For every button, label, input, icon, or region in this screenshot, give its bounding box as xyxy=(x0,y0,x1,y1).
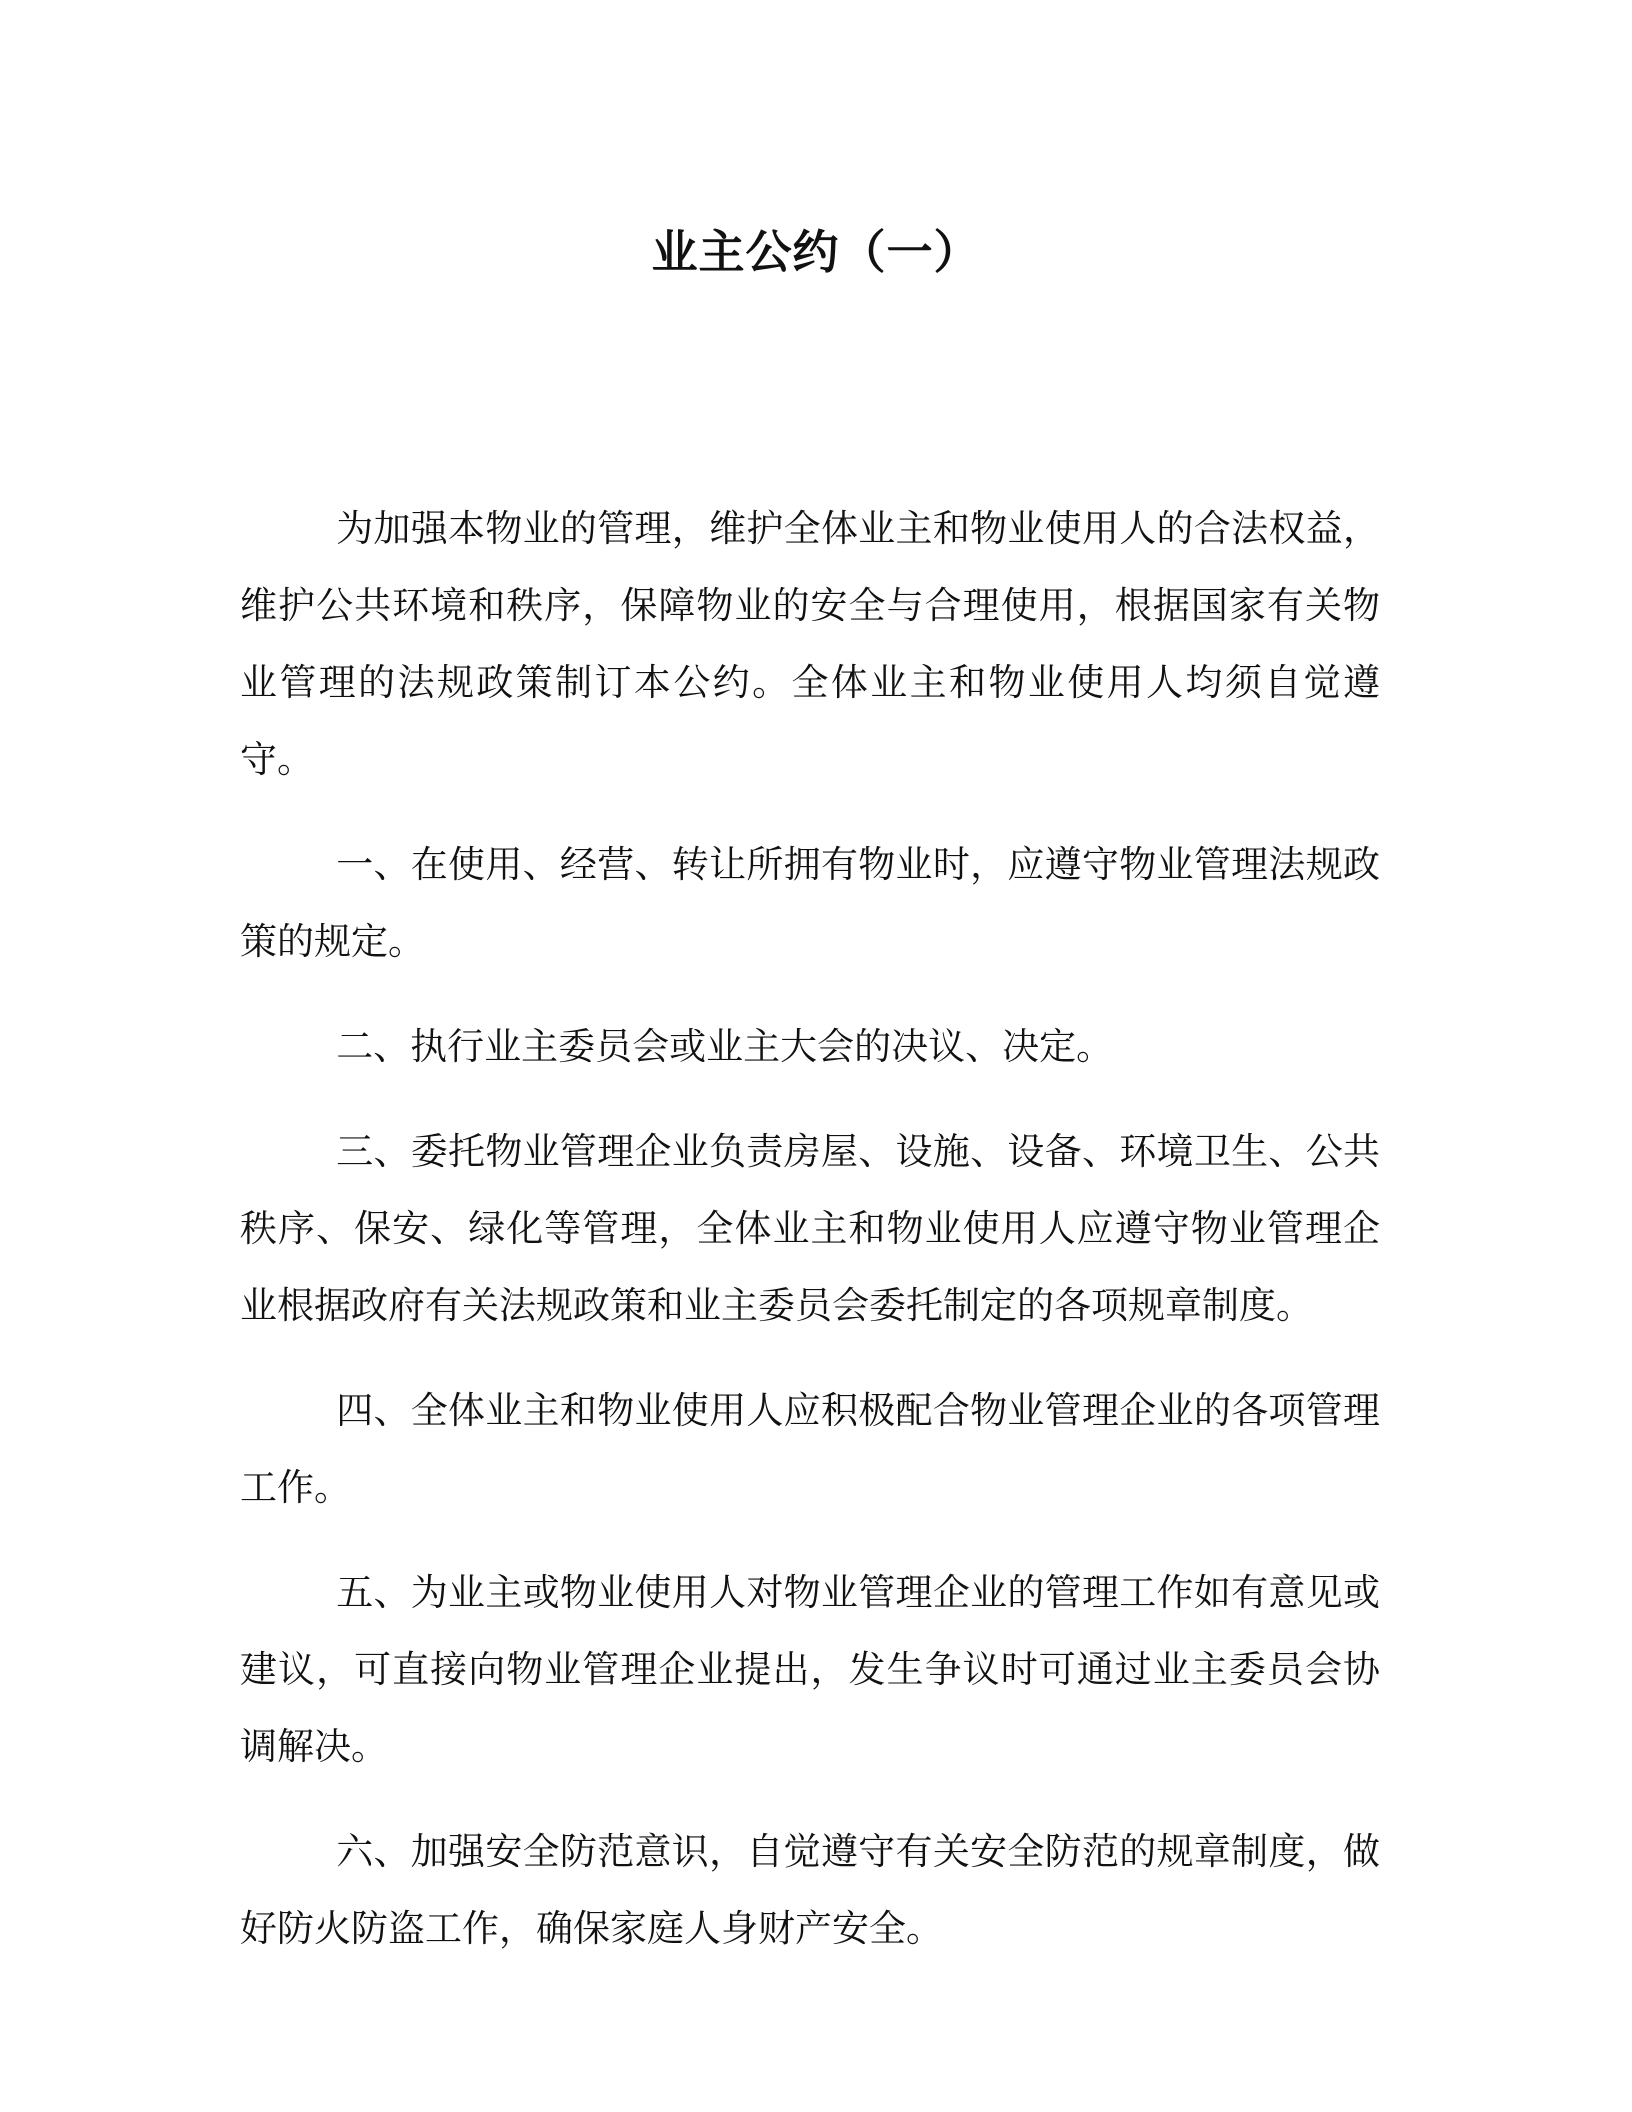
paragraph-clause-4: 四、全体业主和物业使用人应积极配合物业管理企业的各项管理工作。 xyxy=(240,1389,1380,1509)
paragraph-clause-2: 二、执行业主委员会或业主大会的决议、决定。 xyxy=(336,1025,1114,1068)
document-body xyxy=(240,490,1380,1995)
document-title: 业主公约（一） xyxy=(651,225,981,279)
paragraph-clause-3: 三、委托物业管理企业负责房屋、设施、设备、环境卫生、公共秩序、保安、绿化等管理，全体业主和物业使用人应遵守物业管理企业根据政府有关法规政策和业主委员会委托制定的各项规章制度。 xyxy=(240,1130,1380,1327)
paragraph-clause-5: 五、为业主或物业使用人对物业管理企业的管理工作如有意见或建议，可直接向物业管理企业提出，发生争议时可通过业主委员会协调解决。 xyxy=(240,1571,1380,1768)
paragraph-clause-6: 六、加强安全防范意识，自觉遵守有关安全防范的规章制度，做好防火防盗工作，确保家庭人身财产安全。 xyxy=(240,1830,1380,1950)
paragraph-preamble: 为加强本物业的管理，维护全体业主和物业使用人的合法权益，维护公共环境和秩序，保障物业的安全与合理使用，根据国家有关物业管理的法规政策制订本公约。全体业主和物业使用人均须自觉遵守。 xyxy=(240,507,1380,781)
paragraph-clause-1: 一、在使用、经营、转让所拥有物业时，应遵守物业管理法规政策的规定。 xyxy=(240,843,1380,963)
